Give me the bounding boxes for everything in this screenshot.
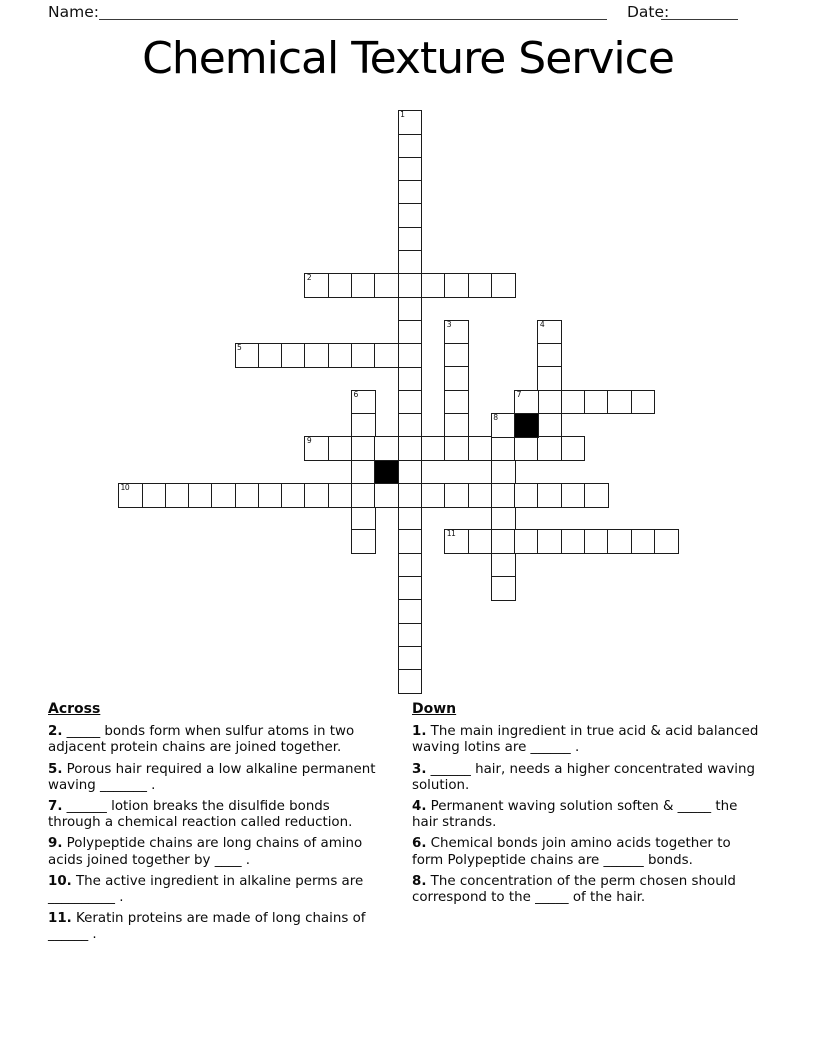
grid-cell: [561, 436, 586, 461]
grid-cell: [514, 436, 539, 461]
grid-cell: [398, 599, 423, 624]
name-label: Name:: [48, 3, 99, 21]
grid-cell: [561, 529, 586, 554]
grid-cell: [537, 390, 562, 415]
grid-cell: [468, 483, 493, 508]
grid-cell: [584, 390, 609, 415]
grid-clue-number: 7: [516, 389, 521, 399]
grid-cell: [421, 436, 446, 461]
across-heading: Across: [48, 701, 101, 717]
grid-cell: [304, 343, 329, 368]
clue-label: 10.: [48, 873, 72, 889]
grid-cell: [398, 203, 423, 228]
grid-cell: [374, 436, 399, 461]
grid-cell: [491, 483, 516, 508]
grid-cell: [631, 390, 656, 415]
grid-cell: [514, 483, 539, 508]
grid-cell: [374, 483, 399, 508]
grid-cell: [398, 483, 423, 508]
grid-cell: [537, 529, 562, 554]
grid-cell: [398, 553, 423, 578]
grid-cell: [468, 436, 493, 461]
grid-cell: [444, 390, 469, 415]
grid-cell: [444, 483, 469, 508]
grid-cell: [491, 553, 516, 578]
grid-cell: [537, 436, 562, 461]
clue-across-5: [48, 762, 382, 794]
grid-cell: [281, 343, 306, 368]
grid-cell: [468, 273, 493, 298]
blocked-cell: [374, 460, 399, 485]
clue-text: Polypeptide chains are long chains of amino acids joined together by ____ .: [48, 836, 363, 868]
grid-cell: [235, 343, 260, 368]
grid-cell: [491, 506, 516, 531]
clue-label: 4.: [412, 799, 427, 815]
clue-label: 7.: [48, 799, 63, 815]
grid-cell: [398, 460, 423, 485]
clue-text: The concentration of the perm chosen should correspond to the _____ of the hair.: [412, 873, 736, 906]
grid-cell: [444, 436, 469, 461]
grid-cell: [398, 413, 423, 438]
grid-cell: [258, 343, 283, 368]
clue-text: Keratin proteins are made of long chains of ______ .: [48, 911, 366, 943]
down-heading: Down: [412, 701, 457, 717]
grid-cell: [211, 483, 236, 508]
grid-clue-number: 5: [237, 343, 242, 352]
clue-across-2: [48, 724, 382, 756]
grid-cell: [398, 436, 423, 461]
grid-cell: [351, 506, 376, 531]
grid-cell: [304, 273, 329, 298]
clue-text: Chemical bonds join amino acids together to form Polypeptide chains are ______ bonds.: [412, 836, 731, 868]
grid-clue-number: 2: [306, 273, 312, 283]
clue-text: The main ingredient in true acid & acid balanced waving lotins are ______ .: [412, 724, 759, 756]
grid-cell: [351, 436, 376, 461]
grid-cell: [398, 157, 423, 182]
grid-cell: [444, 366, 469, 391]
clue-label: 3.: [412, 761, 427, 777]
grid-cell: [491, 436, 516, 461]
grid-cell: [398, 646, 423, 671]
grid-cell: [491, 460, 516, 485]
grid-cell: [281, 483, 306, 508]
clue-label: 8.: [412, 873, 427, 889]
clue-label: 1.: [412, 724, 427, 740]
grid-cell: [351, 529, 376, 554]
clue-down-4: [412, 799, 762, 831]
grid-cell: [351, 460, 376, 485]
date-label: Date:: [627, 3, 670, 21]
grid-cell: [398, 506, 423, 531]
grid-cell: [537, 413, 562, 438]
clue-label: 2.: [48, 724, 63, 740]
clue-across-9: [48, 836, 382, 868]
grid-cell: [351, 343, 376, 368]
grid-cell: [607, 390, 632, 415]
across-clues-section: [48, 701, 382, 949]
clue-text: Porous hair required a low alkaline permanent waving _______ .: [48, 761, 376, 793]
grid-cell: [561, 483, 586, 508]
grid-cell: [188, 483, 213, 508]
grid-cell: [351, 273, 376, 298]
grid-cell: [398, 227, 423, 252]
grid-cell: [258, 483, 283, 508]
grid-cell: [351, 413, 376, 438]
grid-cell: [398, 390, 423, 415]
grid-cell: [537, 320, 562, 345]
grid-cell: [584, 483, 609, 508]
clue-label: 9.: [48, 836, 63, 852]
clue-down-3: [412, 762, 762, 794]
grid-cell: [491, 576, 516, 601]
clue-label: 6.: [412, 836, 427, 852]
grid-cell: [374, 273, 399, 298]
clue-label: 5.: [48, 761, 63, 777]
grid-cell: [304, 436, 329, 461]
clue-text: ______ hair, needs a higher concentrated waving solution.: [412, 761, 756, 793]
grid-cell: [118, 483, 143, 508]
grid-cell: [444, 343, 469, 368]
grid-cell: [537, 366, 562, 391]
grid-cell: [444, 413, 469, 438]
grid-cell: [421, 483, 446, 508]
grid-clue-number: 9: [306, 436, 312, 446]
grid-clue-number: 10: [120, 482, 130, 492]
grid-clue-number: 3: [446, 319, 452, 329]
grid-cell: [444, 273, 469, 298]
grid-cell: [398, 273, 423, 298]
grid-cell: [374, 343, 399, 368]
clue-down-8: [412, 874, 762, 906]
grid-cell: [514, 529, 539, 554]
grid-cell: [514, 390, 539, 415]
clue-text: Permanent waving solution soften & _____ the hair strands.: [412, 799, 738, 831]
grid-cell: [328, 343, 353, 368]
grid-cell: [537, 343, 562, 368]
clue-across-11: [48, 911, 382, 943]
grid-cell: [351, 483, 376, 508]
grid-cell: [328, 436, 353, 461]
grid-cell: [537, 483, 562, 508]
grid-cell: [141, 483, 166, 508]
grid-cell: [468, 529, 493, 554]
grid-cell: [398, 180, 423, 205]
grid-cell: [398, 366, 423, 391]
grid-cell: [304, 483, 329, 508]
grid-clue-number: 1: [400, 110, 405, 119]
grid-cell: [491, 273, 516, 298]
grid-cell: [351, 390, 376, 415]
grid-clue-number: 8: [493, 412, 498, 422]
grid-cell: [235, 483, 260, 508]
grid-cell: [654, 529, 679, 554]
grid-cell: [398, 296, 423, 321]
grid-cell: [491, 413, 516, 438]
grid-clue-number: 6: [353, 389, 358, 399]
grid-cell: [398, 320, 423, 345]
clue-label: 11.: [48, 911, 72, 927]
grid-cell: [607, 529, 632, 554]
grid-cell: [631, 529, 656, 554]
clue-text: ______ lotion breaks the disulfide bonds through a chemical reaction called reduction.: [48, 799, 353, 831]
clue-text: The active ingredient in alkaline perms are __________ .: [48, 873, 364, 906]
grid-cell: [444, 320, 469, 345]
grid-cell: [398, 669, 423, 694]
clue-down-6: [412, 836, 762, 868]
grid-cell: [398, 576, 423, 601]
grid-cell: [398, 133, 423, 158]
clue-across-7: [48, 799, 382, 831]
grid-cell: [165, 483, 190, 508]
down-clues-section: [412, 701, 762, 911]
grid-cell: [491, 529, 516, 554]
grid-cell: [398, 623, 423, 648]
grid-cell: [561, 390, 586, 415]
page-title: Chemical Texture Service: [142, 33, 674, 84]
grid-cell: [421, 273, 446, 298]
grid-cell: [398, 110, 423, 135]
blocked-cell: [514, 413, 539, 438]
clue-across-10: [48, 874, 382, 906]
grid-cell: [328, 483, 353, 508]
grid-clue-number: 11: [446, 529, 456, 539]
grid-cell: [444, 529, 469, 554]
grid-cell: [398, 343, 423, 368]
grid-cell: [398, 250, 423, 275]
grid-clue-number: 4: [539, 319, 545, 329]
grid-cell: [328, 273, 353, 298]
clue-text: _____ bonds form when sulfur atoms in two adjacent protein chains are joined together.: [48, 724, 355, 756]
clue-down-1: [412, 724, 762, 756]
grid-cell: [398, 529, 423, 554]
grid-cell: [584, 529, 609, 554]
